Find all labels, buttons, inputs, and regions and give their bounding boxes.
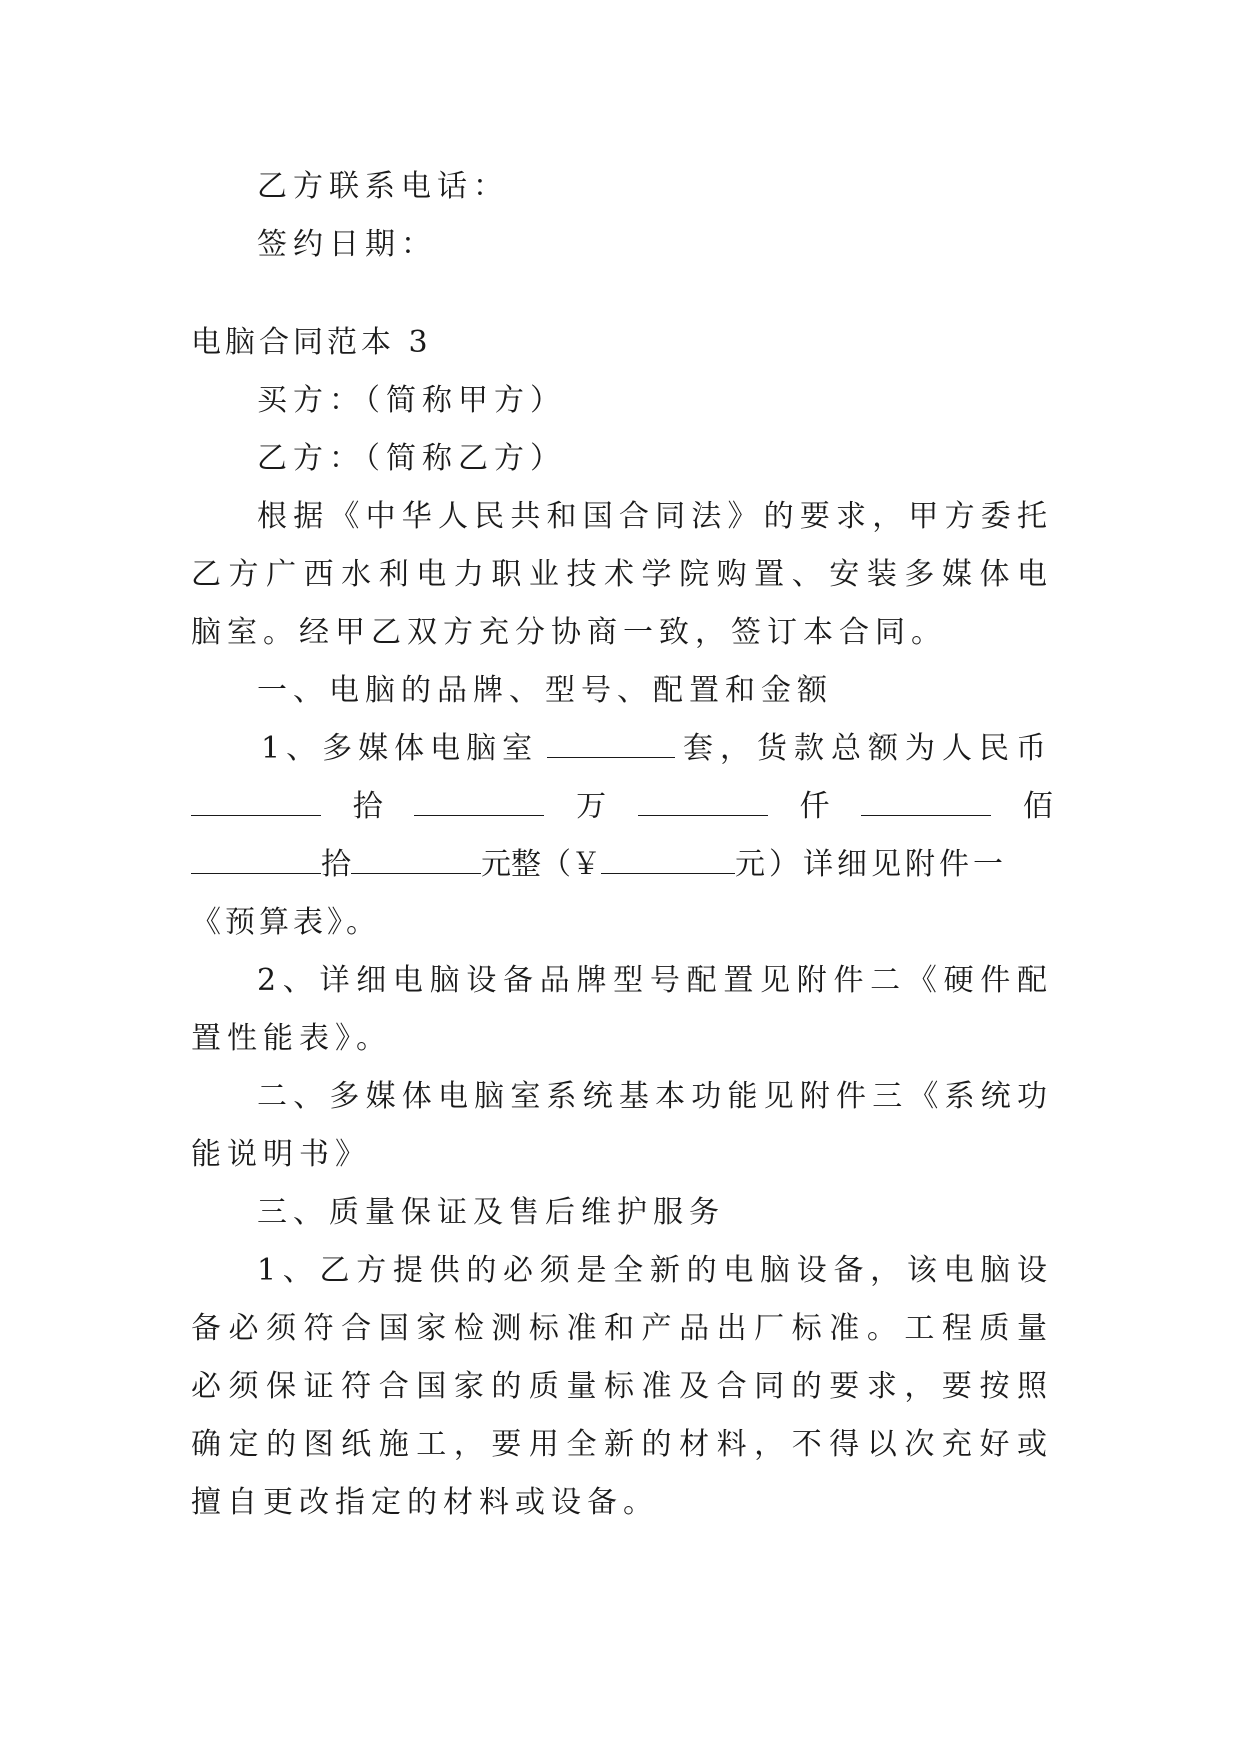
buyer-line: 买方：（简称甲方） — [257, 383, 566, 418]
item-2-paragraph: 2、详细电脑设备品牌型号配置见附件二《硬件配置性能表》。 — [191, 963, 1053, 1056]
bai-blank — [861, 787, 991, 816]
unit-shi: 拾 — [352, 789, 383, 824]
unit-shi-2: 拾 — [321, 847, 351, 882]
party-b-phone-label: 乙方联系电话： — [257, 169, 509, 204]
qian-blank — [638, 787, 768, 816]
amount-row-1 — [191, 720, 1053, 778]
yuan-blank — [351, 845, 481, 874]
sets-blank — [547, 729, 675, 758]
heading-quality: 三、质量保证及售后维护服务 — [257, 1195, 725, 1230]
item-3-1-paragraph: 1、乙方提供的必须是全新的电脑设备，该电脑设备必须符合国家检测标准和产品出厂标准。工程质量必须保证符合国家的质量标准及合同的要求，要按照确定的图纸施工，要用全新的材料，不得以次充好或擅自更改指定的材料或设备。 — [191, 1253, 1053, 1520]
unit-qian: 仟 — [799, 789, 830, 824]
heading-brand-model: 一、电脑的品牌、型号、配置和金额 — [257, 673, 833, 708]
party-b-line: 乙方：（简称乙方） — [257, 441, 566, 476]
shiwan-blank — [191, 787, 321, 816]
amount-row-3 — [191, 836, 1053, 894]
item-1-prefix: 1、多媒体电脑室 — [261, 731, 539, 766]
attachment-budget: 《预算表》。 — [191, 905, 380, 940]
item-1-tail: 元）详细见附件一 — [735, 847, 1007, 882]
rmb-amount-blank — [601, 845, 735, 874]
spacer — [191, 274, 1053, 314]
document-body — [191, 158, 1053, 1532]
unit-bai: 佰 — [1022, 789, 1053, 824]
wan-blank — [414, 787, 544, 816]
intro-paragraph: 根据《中华人民共和国合同法》的要求，甲方委托乙方广西水利电力职业技术学院购置、安装多媒体电脑室。经甲乙双方充分协商一致，签订本合同。 — [191, 499, 1053, 650]
shi-blank — [191, 845, 321, 874]
item-1-suffix: 套，货款总额为人民币 — [683, 731, 1053, 766]
section-title: 电脑合同范本 3 — [191, 325, 432, 360]
amount-row-2 — [191, 778, 1053, 836]
sign-date-label: 签约日期： — [257, 227, 437, 262]
yuan-zheng: 元整（￥ — [481, 847, 601, 882]
unit-wan: 万 — [576, 789, 607, 824]
heading-system-functions: 二、多媒体电脑室系统基本功能见附件三《系统功能说明书》 — [191, 1079, 1053, 1172]
